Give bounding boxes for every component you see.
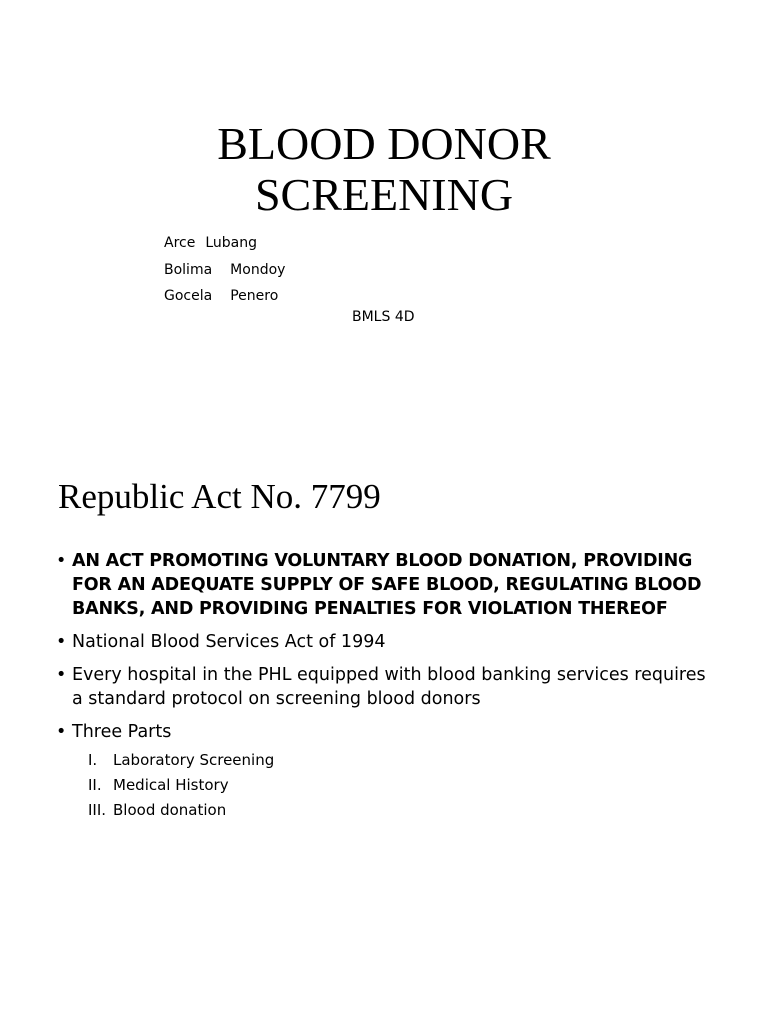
- part-number: I.: [88, 751, 98, 769]
- title-line-1: BLOOD DONOR: [217, 118, 551, 169]
- author-name: Penero: [230, 288, 279, 304]
- author-list: [164, 230, 285, 310]
- bullet-item: [56, 663, 716, 711]
- section-label: BMLS 4D: [352, 309, 415, 325]
- part-number: III.: [88, 801, 107, 819]
- bullet-item: [56, 630, 716, 654]
- bullet-text: Every hospital in the PHL equipped with blood banking services requires a standard protocol on screening blood donors: [72, 665, 706, 709]
- author-row: [164, 257, 285, 284]
- author-name: Arce: [164, 235, 196, 251]
- author-row: [164, 230, 285, 257]
- part-label: Blood donation: [113, 801, 227, 819]
- part-label: Medical History: [113, 776, 229, 794]
- author-name: Mondoy: [230, 261, 286, 278]
- bullet-item: [56, 549, 716, 621]
- bullet-text: Three Parts: [72, 722, 172, 742]
- author-name: Bolima: [164, 261, 213, 278]
- part-item: [72, 773, 716, 798]
- bullet-glyph: •: [56, 722, 67, 742]
- bullet-text: AN ACT PROMOTING VOLUNTARY BLOOD DONATION, PROVIDING FOR AN ADEQUATE SUPPLY OF SAFE BLOOD, REGULATING BLOOD BANKS, AND PROVIDING PENALTIES FOR VIOLATION THEREOF: [72, 551, 702, 619]
- bullet-list: [56, 549, 716, 832]
- bullet-text: National Blood Services Act of 1994: [72, 632, 386, 652]
- slide-title: [0, 118, 768, 220]
- slide-2-title: Republic Act No. 7799: [58, 477, 381, 516]
- part-label: Laboratory Screening: [113, 751, 275, 769]
- part-item: [72, 748, 716, 773]
- bullet-glyph: •: [56, 632, 67, 652]
- part-item: [72, 798, 716, 823]
- parts-list: [72, 748, 716, 823]
- bullet-glyph: •: [56, 551, 67, 571]
- title-line-2: SCREENING: [254, 169, 514, 220]
- author-name: Lubang: [205, 235, 257, 251]
- author-row: [164, 283, 285, 310]
- author-name: Gocela: [164, 288, 213, 304]
- part-number: II.: [88, 776, 102, 794]
- bullet-glyph: •: [56, 665, 67, 685]
- bullet-item: [56, 720, 716, 823]
